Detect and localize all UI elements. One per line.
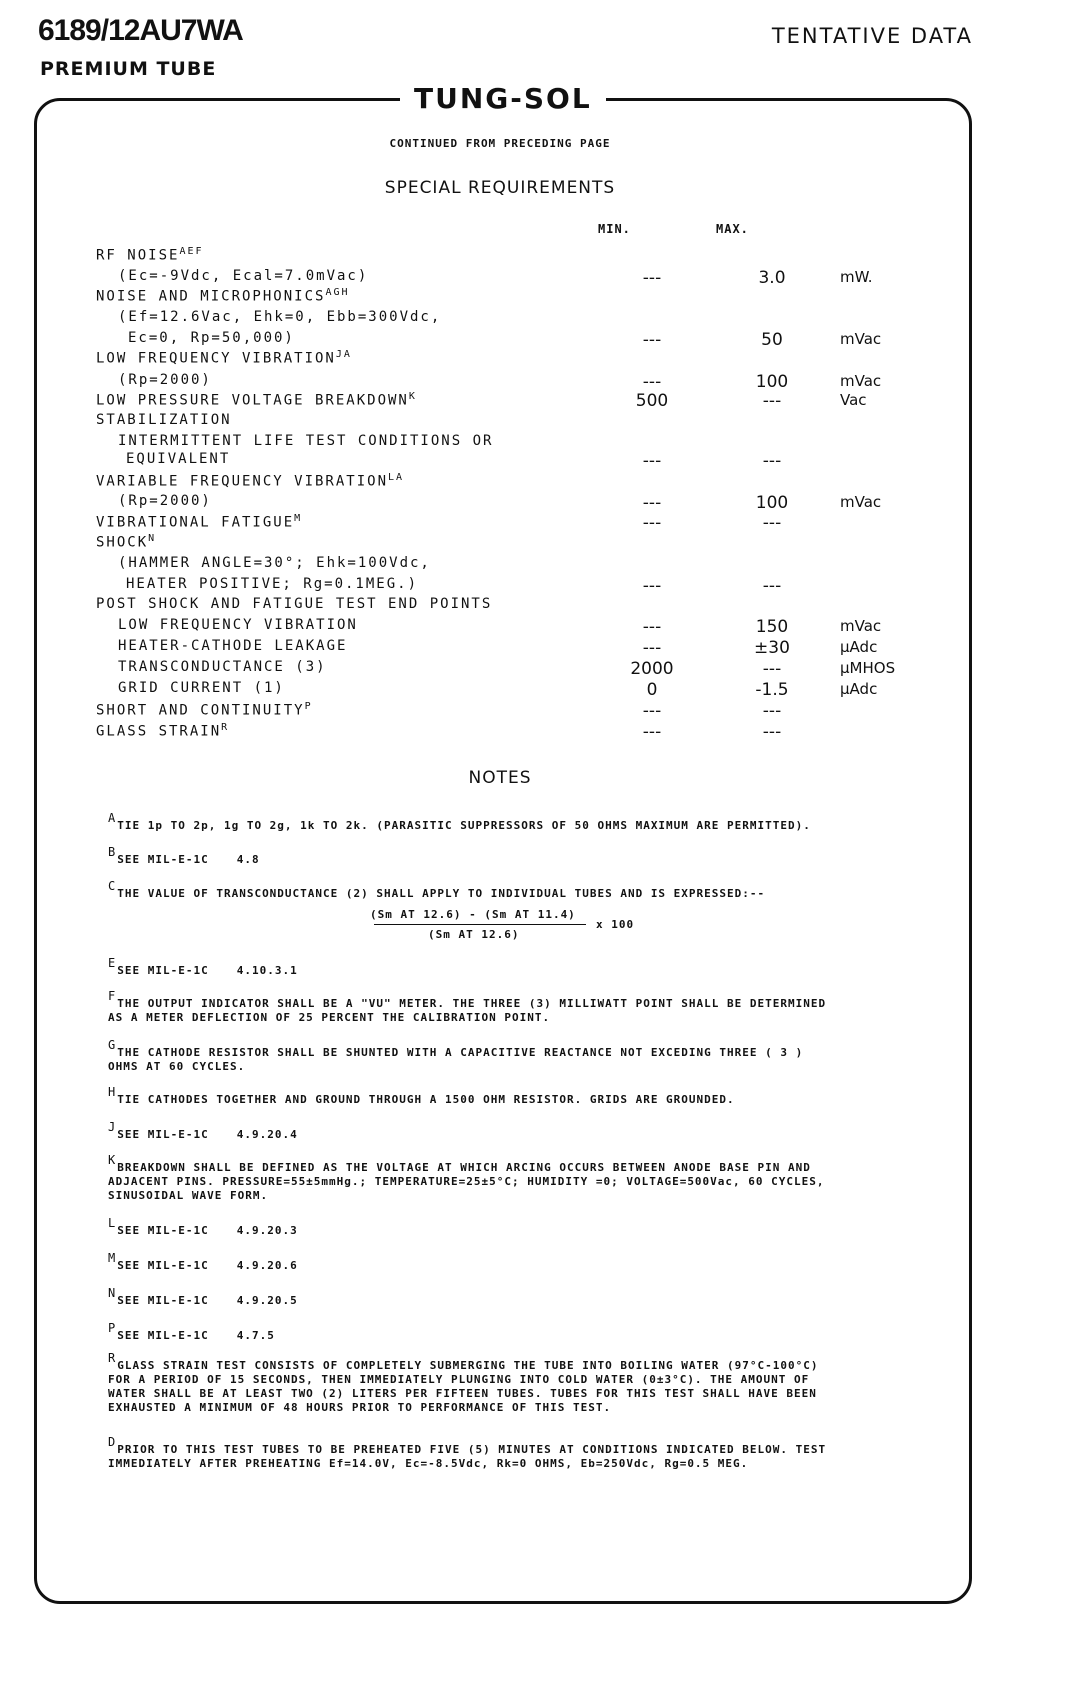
spec-min: --- — [642, 493, 662, 513]
spec-param: (Rp=2000) — [118, 372, 212, 388]
spec-min: --- — [642, 722, 662, 742]
spec-row — [0, 412, 960, 434]
note-n: NSEE MIL-E-1C 4.9.20.5 — [108, 1286, 298, 1307]
spec-max: ±30 — [754, 638, 790, 658]
note-reference: P — [304, 701, 313, 712]
spec-param: RF $NOISE^{AEF}$ — [96, 246, 204, 264]
note-reference: LA — [388, 472, 405, 483]
spec-min: 2000 — [630, 659, 674, 679]
spec-param: VARIABLE FREQUENCY $VIBRATION^{LA}$ — [96, 472, 405, 490]
spec-max: -1.5 — [755, 680, 789, 700]
spec-max: --- — [762, 576, 782, 596]
spec-min: --- — [642, 330, 662, 350]
note-m: MSEE MIL-E-1C 4.9.20.6 — [108, 1251, 298, 1272]
spec-min: --- — [642, 701, 662, 721]
spec-param: NOISE AND $MICROPHONICS^{AGH}$ — [96, 287, 350, 305]
spec-max: --- — [762, 701, 782, 721]
status-label: TENTATIVE DATA — [771, 24, 973, 48]
note-d: DPRIOR TO THIS TEST TUBES TO BE PREHEATED FIVE (5) MINUTES AT CONDITIONS INDICATED BELOW. TEST IMMEDIATELY AFTER PREHEATING Ef=14.0V, Ec=-8.5Vdc, Rk=0 OHMS, Eb=250Vdc, Rg=0.5 MEG. — [108, 1435, 827, 1470]
spec-min: --- — [642, 513, 662, 533]
fraction-bar — [374, 924, 586, 925]
note-b: BSEE MIL-E-1C 4.8 — [108, 845, 260, 866]
spec-param: LOW FREQUENCY VIBRATION — [118, 617, 358, 633]
note-reference: M — [294, 513, 303, 524]
note-c: CTHE VALUE OF TRANSCONDUCTANCE (2) SHALL APPLY TO INDIVIDUAL TUBES AND IS EXPRESSED:-- — [108, 879, 766, 900]
spec-row — [0, 287, 960, 309]
note-reference: JA — [335, 349, 352, 360]
note-k: KBREAKDOWN SHALL BE DEFINED AS THE VOLTAGE AT WHICH ARCING OCCURS BETWEEN ANODE BASE PIN AND ADJACENT PINS. PRESSURE=55±5mmHg.; TEMPERATURE=25±5°C; HUMIDITY =0; VOLTAGE=500Vac, 60 CYCLES, SINUSOIDAL WAVE FORM. — [108, 1153, 825, 1202]
spec-max: 3.0 — [758, 268, 786, 288]
spec-unit: μAdc — [840, 680, 878, 698]
spec-param: Ec=0, Rp=50,000) — [128, 330, 295, 346]
spec-min: 500 — [635, 391, 669, 411]
spec-row — [0, 638, 960, 660]
formula-denominator: (Sm AT 12.6) — [428, 928, 520, 941]
spec-param: LOW PRESSURE VOLTAGE $BREAKDOWN^K$ — [96, 391, 417, 409]
spec-unit: mVac — [840, 617, 882, 635]
spec-max: --- — [762, 391, 782, 411]
spec-param: LOW FREQUENCY $VIBRATION^{JA}$ — [96, 349, 352, 367]
spec-row — [0, 513, 960, 535]
spec-unit: mVac — [840, 372, 882, 390]
spec-max: 100 — [755, 372, 789, 392]
spec-unit: mVac — [840, 330, 882, 348]
spec-min: --- — [642, 617, 662, 637]
spec-max: 50 — [761, 330, 783, 350]
spec-row — [0, 576, 960, 598]
spec-min: --- — [642, 638, 662, 658]
spec-row — [0, 472, 960, 494]
spec-row — [0, 596, 960, 618]
spec-param: (HAMMER ANGLE=30°; Ehk=100Vdc, — [118, 555, 431, 571]
spec-row — [0, 451, 960, 473]
spec-param: GRID CURRENT (1) — [118, 680, 285, 696]
spec-min: --- — [642, 576, 662, 596]
spec-row — [0, 533, 960, 555]
spec-unit: μMHOS — [840, 659, 896, 677]
note-g: GTHE CATHODE RESISTOR SHALL BE SHUNTED WITH A CAPACITIVE REACTANCE NOT EXCEDING THREE ( 3 ) OHMS AT 60 CYCLES. — [108, 1038, 804, 1073]
spec-param: TRANSCONDUCTANCE (3) — [118, 659, 327, 675]
tube-type: PREMIUM TUBE — [40, 58, 217, 80]
spec-param: (Ef=12.6Vac, Ehk=0, Ebb=300Vdc, — [118, 309, 442, 325]
spec-row — [0, 309, 960, 331]
note-reference: R — [221, 722, 230, 733]
spec-max: --- — [762, 659, 782, 679]
spec-row — [0, 349, 960, 371]
spec-param: INTERMITTENT LIFE TEST CONDITIONS OR — [118, 433, 494, 449]
brand-logo: TUNG-SOL — [400, 82, 606, 115]
note-e: ESEE MIL-E-1C 4.10.3.1 — [108, 956, 298, 977]
spec-row — [0, 391, 960, 413]
note-h: HTIE CATHODES TOGETHER AND GROUND THROUGH A 1500 OHM RESISTOR. GRIDS ARE GROUNDED. — [108, 1085, 735, 1106]
note-reference: N — [148, 533, 157, 544]
spec-min: 0 — [646, 680, 658, 700]
spec-min: --- — [642, 268, 662, 288]
spec-param: STABILIZATION — [96, 412, 232, 428]
spec-param: HEATER-CATHODE LEAKAGE — [118, 638, 348, 654]
spec-param: (Ec=-9Vdc, Ecal=7.0mVac) — [118, 268, 369, 284]
note-j: JSEE MIL-E-1C 4.9.20.4 — [108, 1120, 298, 1141]
spec-row — [0, 701, 960, 723]
spec-unit: μAdc — [840, 638, 878, 656]
spec-param: GLASS $STRAIN^R$ — [96, 722, 230, 740]
note-l: LSEE MIL-E-1C 4.9.20.3 — [108, 1216, 298, 1237]
spec-row — [0, 722, 960, 744]
spec-param: (Rp=2000) — [118, 493, 212, 509]
note-reference: AGH — [325, 287, 350, 298]
spec-param: HEATER POSITIVE; Rg=0.1MEG.) — [126, 576, 419, 592]
section-title-special: SPECIAL REQUIREMENTS — [384, 178, 616, 198]
spec-row — [0, 659, 960, 681]
note-f: FTHE OUTPUT INDICATOR SHALL BE A "VU" METER. THE THREE (3) MILLIWATT POINT SHALL BE DETERMINED AS A METER DEFLECTION OF 25 PERCENT THE CALIBRATION POINT. — [108, 989, 827, 1024]
spec-unit: Vac — [840, 391, 867, 409]
spec-row — [0, 617, 960, 639]
spec-max: 100 — [755, 493, 789, 513]
spec-row — [0, 246, 960, 268]
spec-max: --- — [762, 722, 782, 742]
spec-param: POST SHOCK AND FATIGUE TEST END POINTS — [96, 596, 493, 612]
spec-row — [0, 680, 960, 702]
spec-unit: mVac — [840, 493, 882, 511]
max-column-header: MAX. — [716, 222, 749, 236]
spec-row — [0, 555, 960, 577]
spec-min: --- — [642, 372, 662, 392]
formula-numerator: (Sm AT 12.6) - (Sm AT 11.4) — [370, 908, 576, 921]
spec-min: --- — [642, 451, 662, 471]
min-column-header: MIN. — [598, 222, 631, 236]
spec-row — [0, 493, 960, 515]
formula-factor: x 100 — [596, 918, 635, 931]
spec-max: --- — [762, 513, 782, 533]
note-a: ATIE 1p TO 2p, 1g TO 2g, 1k TO 2k. (PARASITIC SUPPRESSORS OF 50 OHMS MAXIMUM ARE PERMITTED). — [108, 811, 811, 832]
continued-label: CONTINUED FROM PRECEDING PAGE — [389, 137, 611, 150]
spec-param: EQUIVALENT — [126, 451, 231, 467]
note-reference: K — [408, 391, 417, 402]
note-r: RGLASS STRAIN TEST CONSISTS OF COMPLETELY SUBMERGING THE TUBE INTO BOILING WATER (97°C-100°C) FOR A PERIOD OF 15 SECONDS, THEN IMMEDIATELY PLUNGING INTO COLD WATER (0±3°C). THE AMOUNT OF WATER SHALL BE AT LEAST TWO (2) LITERS PER FIFTEEN TUBES. TUBES FOR THIS TEST SHALL HAVE BEEN EXHAUSTED A MINIMUM OF 48 HOURS PRIOR TO PERFORMANCE OF THIS TEST. — [108, 1351, 819, 1414]
spec-unit: mW. — [840, 268, 873, 286]
spec-param: SHORT AND $CONTINUITY^P$ — [96, 701, 313, 719]
note-p: PSEE MIL-E-1C 4.7.5 — [108, 1321, 275, 1342]
part-number: 6189/12AU7WA — [38, 14, 243, 47]
spec-param: VIBRATIONAL $FATIGUE^M$ — [96, 513, 303, 531]
section-title-notes: NOTES — [468, 768, 532, 788]
note-reference: AEF — [179, 246, 204, 257]
spec-max: --- — [762, 451, 782, 471]
spec-param: $SHOCK^N$ — [96, 533, 157, 551]
spec-max: 150 — [755, 617, 789, 637]
